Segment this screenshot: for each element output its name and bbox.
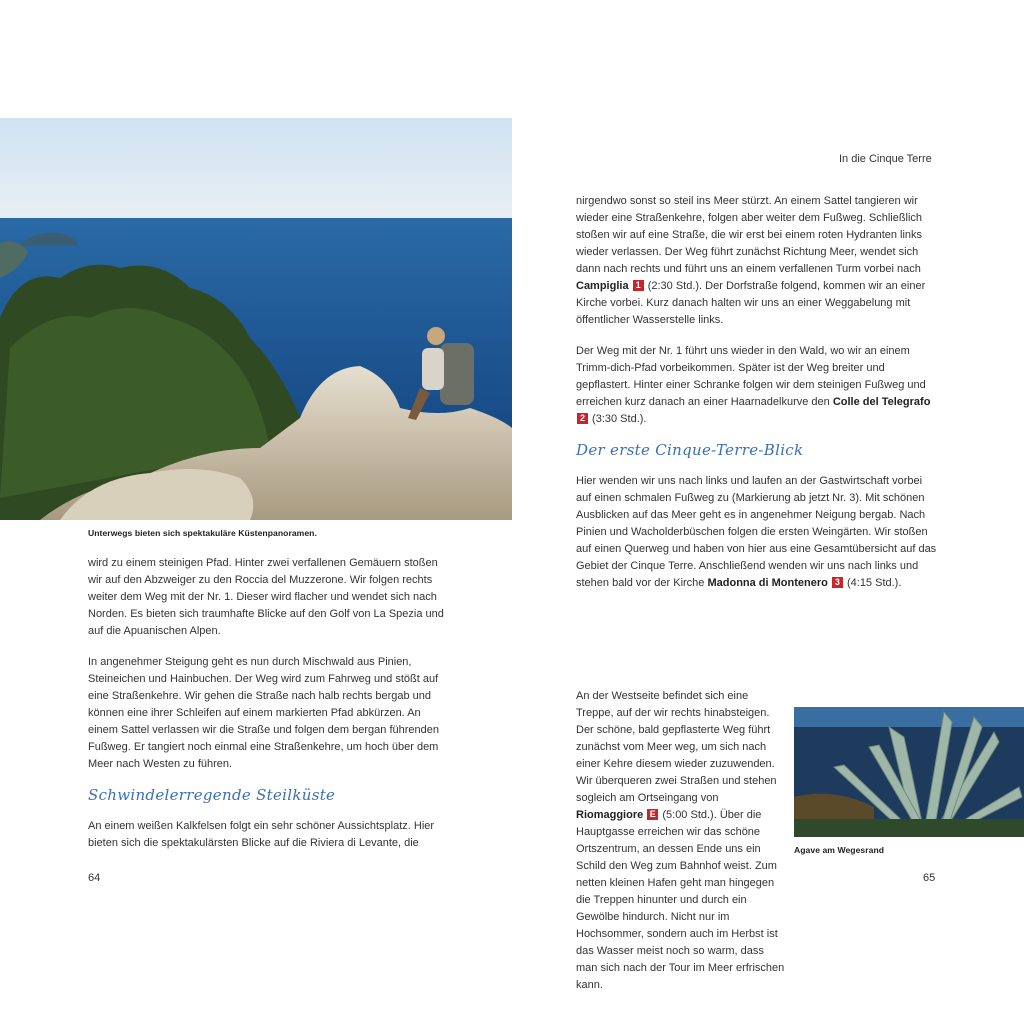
left-body-text bbox=[88, 555, 450, 866]
photo-caption: Unterwegs bieten sich spektakuläre Küstenpanoramen. bbox=[88, 528, 317, 538]
page-number: 65 bbox=[923, 872, 936, 884]
paragraph: Der Weg mit der Nr. 1 führt uns wieder in den Wald, wo wir an einem Trimm-dich-Pfad vorbeikommen. Später ist der Weg breiter und gepflastert. Hinter einer Schranke folgen wir dem steinigen Fußweg und erreichen kurz danach an einer Haarnadelkurve den Colle del Telegrafo 2 (3:30 Std.). bbox=[576, 345, 931, 425]
photo-caption: Agave am Wegesrand bbox=[794, 845, 885, 855]
place-name: Campiglia bbox=[576, 280, 629, 292]
agave-photo bbox=[794, 707, 1024, 837]
paragraph: wird zu einem steinigen Pfad. Hinter zwei verfallenen Gemäuern stoßen wir auf den Abzweiger zu den Roccia del Muzzerone. Wir folgen rechts weiter dem Weg mit der Nr. 1. Dieser wird flacher und wendet sich nach Norden. Es bieten sich traumhafte Blicke auf den Golf von La Spezia und auf die Apuanischen Alpen. bbox=[88, 557, 444, 637]
paragraph: An einem weißen Kalkfelsen folgt ein sehr schöner Aussichtsplatz. Hier bieten sich die spektakulärsten Blicke auf die Riviera di Levante, die bbox=[88, 820, 435, 849]
waypoint-marker: E bbox=[647, 809, 658, 820]
waypoint-marker: 2 bbox=[577, 413, 588, 424]
paragraph: nirgendwo sonst so steil ins Meer stürzt. An einem Sattel tangieren wir wieder eine Straßenkehre, folgen aber weiter dem Fußweg. Schließlich stoßen wir auf eine Straße, die wir erst bei einem roten Hydranten links wieder verlassen. Der Weg führt zunächst Richtung Meer, wendet sich dann nach rechts und führt uns an einem verfallenen Turm vorbei nach Campiglia 1 (2:30 Std.). Der Dorfstraße folgend, kommen wir an einer Kirche vorbei. Kurz danach halten wir uns an einer Weggabelung mit öffentlicher Wasserstelle links. bbox=[576, 195, 926, 326]
waypoint-marker: 1 bbox=[633, 280, 644, 291]
waypoint-marker: 3 bbox=[832, 577, 843, 588]
paragraph: Hier wenden wir uns nach links und laufen an der Gastwirtschaft vorbei auf einen schmalen Fußweg zu (Markierung ab jetzt Nr. 3). Mit schönen Ausblicken auf das Meer geht es in angenehmer Neigung bergab. Nach Pinien und Wacholderbüschen folgen die ersten Weingärten. Wir stoßen auf einen Querweg und haben von hier aus eine Gesamtübersicht auf das Gebiet der Cinque Terre. Anschließend wenden wir uns nach links und stehen bald vor der Kirche Madonna di Montenero 3 (4:15 Std.). bbox=[576, 475, 937, 589]
place-name: Madonna di Montenero bbox=[707, 577, 828, 589]
right-page bbox=[512, 0, 1024, 1024]
section-heading: Der erste Cinque-Terre-Blick bbox=[576, 441, 804, 459]
paragraph: In angenehmer Steigung geht es nun durch Mischwald aus Pinien, Steineichen und Hainbuchen. Der Weg wird zum Fahrweg und stößt auf eine Straßenkehre. Wir gehen die Straße nach halb rechts bergab und können eine ihrer Schleifen auf einem markierten Pfad abkürzen. An einem Sattel verlassen wir die Straße und folgen dem bergan führenden Fußweg. Er tangiert noch einmal eine Straßenkehre, um hoch über dem Meer nach Westen zu führen. bbox=[88, 656, 439, 770]
coastal-panorama-photo bbox=[0, 118, 512, 520]
place-name: Riomaggiore bbox=[576, 809, 644, 821]
page-number: 64 bbox=[88, 872, 101, 884]
running-head: In die Cinque Terre bbox=[839, 153, 932, 165]
section-heading: Schwindelerregende Steilküste bbox=[88, 786, 336, 804]
right-body-text bbox=[576, 193, 940, 606]
place-name: Colle del Telegrafo bbox=[832, 396, 931, 408]
paragraph: An der Westseite befindet sich eine Treppe, auf der wir rechts hinabsteigen. Der schöne, bald gepflasterte Weg führt zunächst vom Meer weg, um sich nach einer Kehre diesem wieder zuzuwenden. Wir überqueren zwei Straßen und stehen sogleich am Ortseingang von Riomaggiore E (5:00 Std.). Über die Hauptgasse erreichen wir das schöne Ortszentrum, an dessen Ende uns ein Schild den Weg zum Bahnhof weist. Zum netten kleinen Hafen geht man hingegen die Treppen hinunter und durch ein Gewölbe hindurch. Nicht nur im Hochsommer, sondern auch im Herbst ist das Wasser meist noch so warm, dass man sich nach der Tour im Meer erfrischen kann. bbox=[576, 690, 785, 991]
